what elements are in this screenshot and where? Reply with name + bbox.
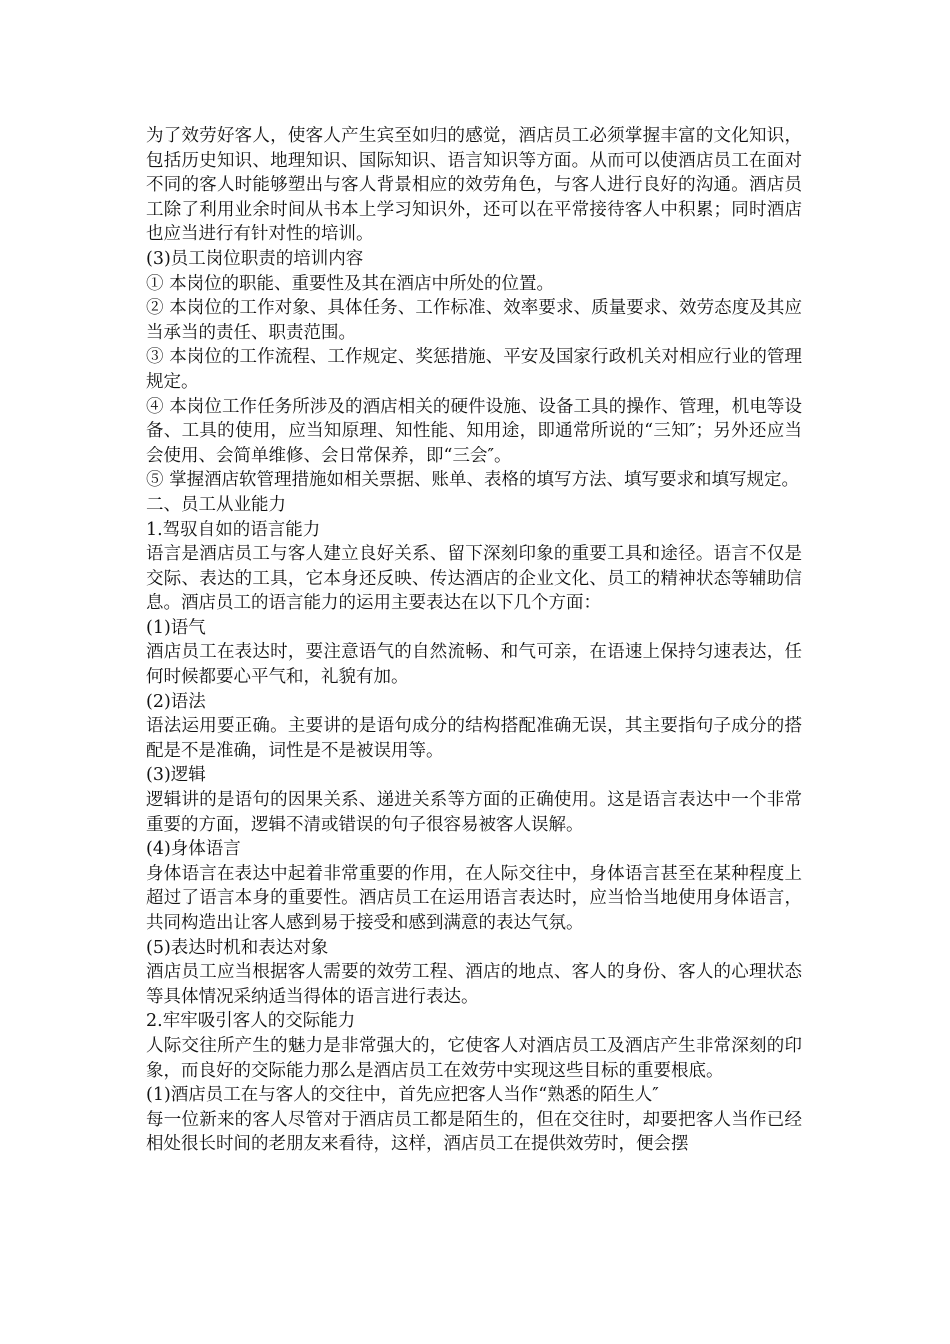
body-paragraph: 语言是酒店员工与客人建立良好关系、留下深刻印象的重要工具和途径。语言不仅是交际、表达的工具，它本身还反映、传达酒店的企业文化、员工的精神状态等辅助信息。酒店员工的语言能力的运用主要表达在以下几个方面： [146, 544, 802, 614]
body-paragraph: 为了效劳好客人，使客人产生宾至如归的感觉，酒店员工必须掌握丰富的文化知识，包括历史知识、地理知识、国际知识、语言知识等方面。从而可以使酒店员工在面对不同的客人时能够塑出与客人背景相应的效劳角色，与客人进行良好的沟通。酒店员工除了利用业余时间从书本上学习知识外，还可以在平常接待客人中积累；同时酒店也应当进行有针对性的培训。 [146, 126, 802, 245]
subsection-heading: (1)酒店员工在与客人的交往中，首先应把客人当作“熟悉的陌生人″ [146, 1085, 659, 1106]
subsection-heading: (5)表达时机和表达对象 [146, 937, 329, 958]
list-item: ④ 本岗位工作任务所涉及的酒店相关的硬件设施、设备工具的操作、管理，机电等设备、工具的使用，应当知原理、知性能、知用途，即通常所说的“三知″；另外还应当会使用、会简单维修、会日常保养，即“三会″。 [146, 396, 802, 466]
body-paragraph: 逻辑讲的是语句的因果关系、递进关系等方面的正确使用。这是语言表达中一个非常重要的方面，逻辑不清或错误的句子很容易被客人误解。 [146, 790, 802, 835]
list-item: ⑤ 掌握酒店软管理措施如相关票据、账单、表格的填写方法、填写要求和填写规定。 [146, 470, 800, 491]
subsection-heading: (3)逻辑 [146, 765, 206, 786]
body-paragraph: 语法运用要正确。主要讲的是语句成分的结构搭配准确无误，其主要指句子成分的搭配是不是准确，词性是不是被误用等。 [146, 716, 802, 761]
list-item: ② 本岗位的工作对象、具体任务、工作标准、效率要求、质量要求、效劳态度及其应当承当的责任、职责范围。 [146, 298, 802, 343]
list-item: ① 本岗位的职能、重要性及其在酒店中所处的位置。 [146, 273, 555, 294]
subsection-heading: 1.驾驭自如的语言能力 [146, 519, 321, 540]
body-paragraph: 酒店员工应当根据客人需要的效劳工程、酒店的地点、客人的身份、客人的心理状态等具体情况采纳适当得体的语言进行表达。 [146, 962, 802, 1007]
subsection-heading: (2)语法 [146, 691, 206, 712]
subsection-heading: (4)身体语言 [146, 839, 241, 860]
body-paragraph: 酒店员工在表达时，要注意语气的自然流畅、和气可亲，在语速上保持匀速表达，任何时候都要心平气和，礼貌有加。 [146, 642, 802, 688]
section-heading: (3)员工岗位职责的培训内容 [146, 248, 364, 269]
subsection-heading: (1)语气 [146, 617, 206, 638]
body-paragraph: 人际交往所产生的魅力是非常强大的，它使客人对酒店员工及酒店产生非常深刻的印象，而良好的交际能力那么是酒店员工在效劳中实现这些目标的重要根底。 [146, 1035, 802, 1081]
subsection-heading: 2.牢牢吸引客人的交际能力 [146, 1011, 356, 1032]
body-paragraph: 每一位新来的客人尽管对于酒店员工都是陌生的，但在交往时，却要把客人当作已经相处很长时间的老朋友来看待，这样，酒店员工在提供效劳时，便会摆 [146, 1109, 802, 1155]
list-item: ③ 本岗位的工作流程、工作规定、奖惩措施、平安及国家行政机关对相应行业的管理规定。 [146, 347, 802, 392]
section-heading: 二、员工从业能力 [146, 494, 286, 515]
body-paragraph: 身体语言在表达中起着非常重要的作用，在人际交往中，身体语言甚至在某种程度上超过了语言本身的重要性。酒店员工在运用语言表达时，应当恰当地使用身体语言，共同构造出让客人感到易于接受和感到满意的表达气氛。 [146, 863, 802, 933]
